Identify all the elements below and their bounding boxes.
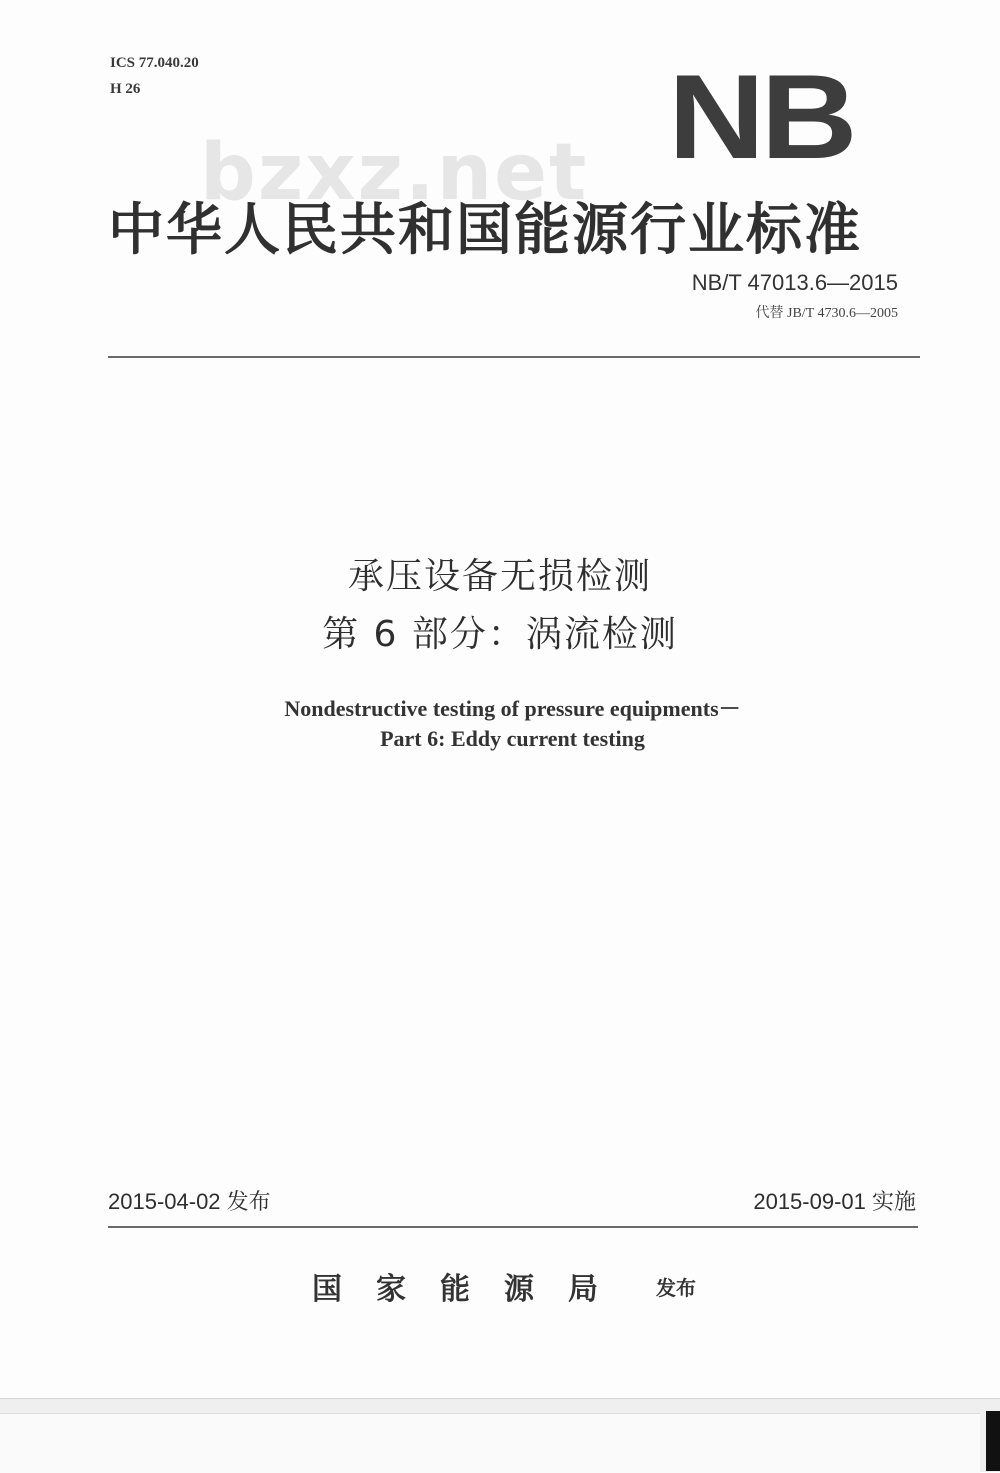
title-en-line2: Part 6: Eddy current testing [380, 726, 645, 751]
standard-number: NB/T 47013.6—2015 [691, 270, 898, 295]
footer-divider [108, 1226, 918, 1228]
class-code: H 26 [110, 81, 141, 97]
title-cn-line2: 第 6 部分：涡流检测 [322, 614, 678, 655]
effective-date: 2015-09-01 实施 [753, 1189, 916, 1214]
next-page-edge [0, 1398, 1000, 1472]
title-en-line1: Nondestructive testing of pressure equipments－ [284, 696, 741, 721]
header-divider [108, 356, 920, 358]
watermark: bzxz.net [200, 128, 589, 218]
next-page-sheet [0, 1413, 980, 1473]
ics-code: ICS 77.040.20 [110, 55, 199, 71]
issue-date: 2015-04-02 发布 [108, 1189, 271, 1214]
replaces-note: 代替 JB/T 4730.6—2005 [755, 306, 898, 321]
title-cn-line1: 承压设备无损检测 [347, 556, 652, 597]
scan-edge-bar [986, 1411, 1000, 1471]
classification-block [110, 50, 199, 102]
issuer-suffix: 发布 [656, 1276, 696, 1300]
issuing-authority: 国家能源局 [312, 1272, 632, 1307]
standard-category-title: 中华人民共和国能源行业标准 [108, 197, 862, 263]
nb-logo: NB [668, 50, 854, 184]
